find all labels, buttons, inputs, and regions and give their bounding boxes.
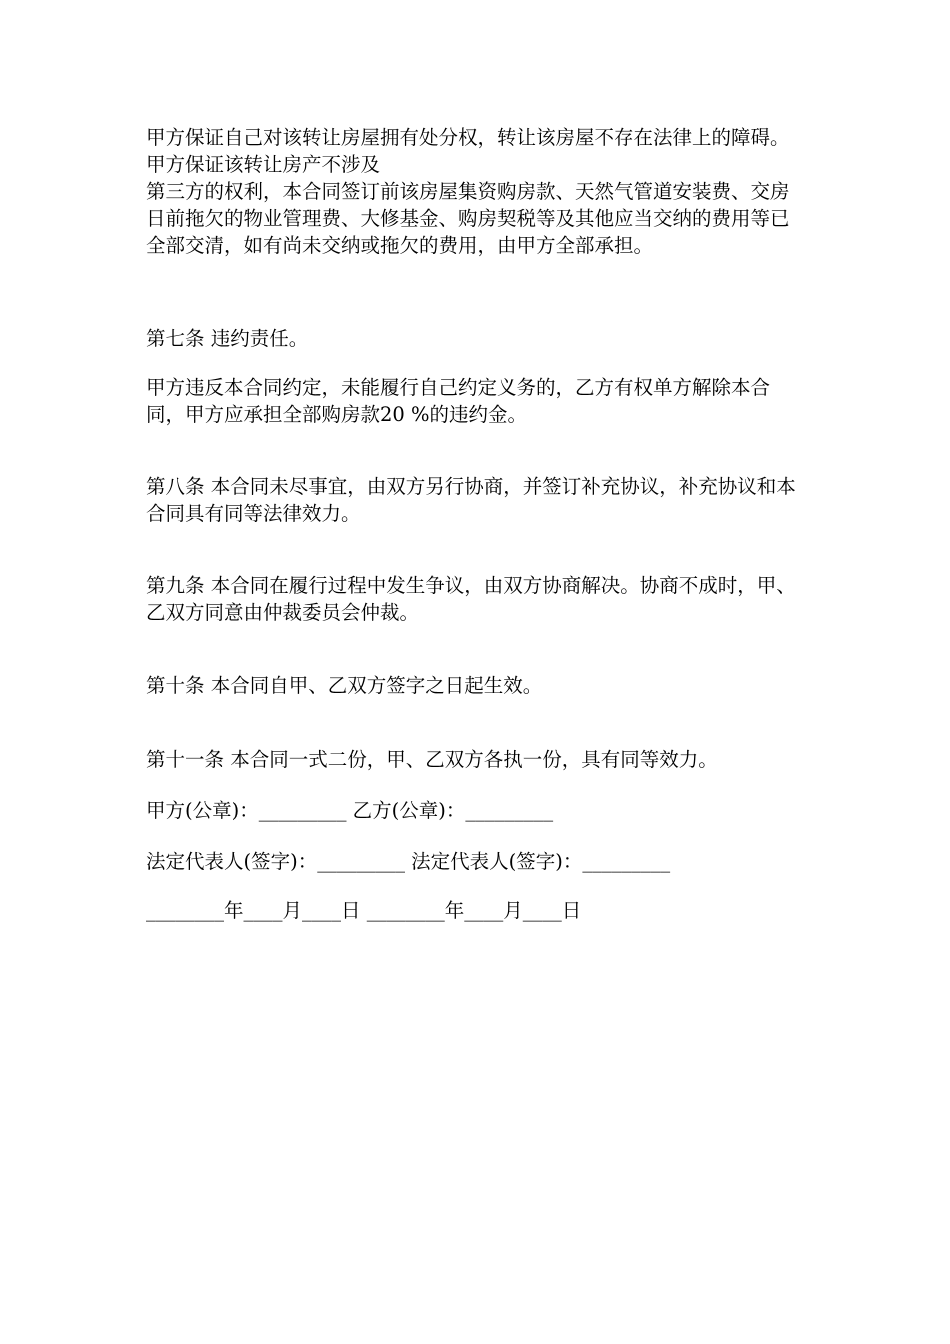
article-11: 第十一条 本合同一式二份，甲、乙双方各执一份，具有同等效力。 <box>146 748 718 771</box>
paragraph-third-party-rights: 第三方的权利，本合同签订前该房屋集资购房款、天然气管道安装费、交房日前拖欠的物业管理费、大修基金、购房契税等及其他应当交纳的费用等已全部交清，如有尚未交纳或拖欠的费用，由甲方全部承担。 <box>146 180 790 257</box>
seal-line: 甲方(公章)：_________ 乙方(公章)：_________ <box>146 799 554 822</box>
paragraph-seller-guarantee: 甲方保证自己对该转让房屋拥有处分权，转让该房屋不存在法律上的障碍。甲方保证该转让房产不涉及 <box>146 126 790 176</box>
article-7-heading: 第七条 违约责任。 <box>146 327 309 350</box>
article-9: 第九条 本合同在履行过程中发生争议，由双方协商解决。协商不成时，甲、乙双方同意由仲裁委员会仲裁。 <box>146 574 796 624</box>
signature-line: 法定代表人(签字)：_________ 法定代表人(签字)：_________ <box>146 850 671 873</box>
date-line: ________年____月____日 ________年____月____日 <box>146 899 582 922</box>
article-7-body: 甲方违反本合同约定，未能履行自己约定义务的，乙方有权单方解除本合同，甲方应承担全部购房款20 %的违约金。 <box>146 376 771 426</box>
article-8: 第八条 本合同未尽事宜，由双方另行协商，并签订补充协议，补充协议和本合同具有同等法律效力。 <box>146 475 796 525</box>
article-10: 第十条 本合同自甲、乙双方签字之日起生效。 <box>146 674 543 697</box>
